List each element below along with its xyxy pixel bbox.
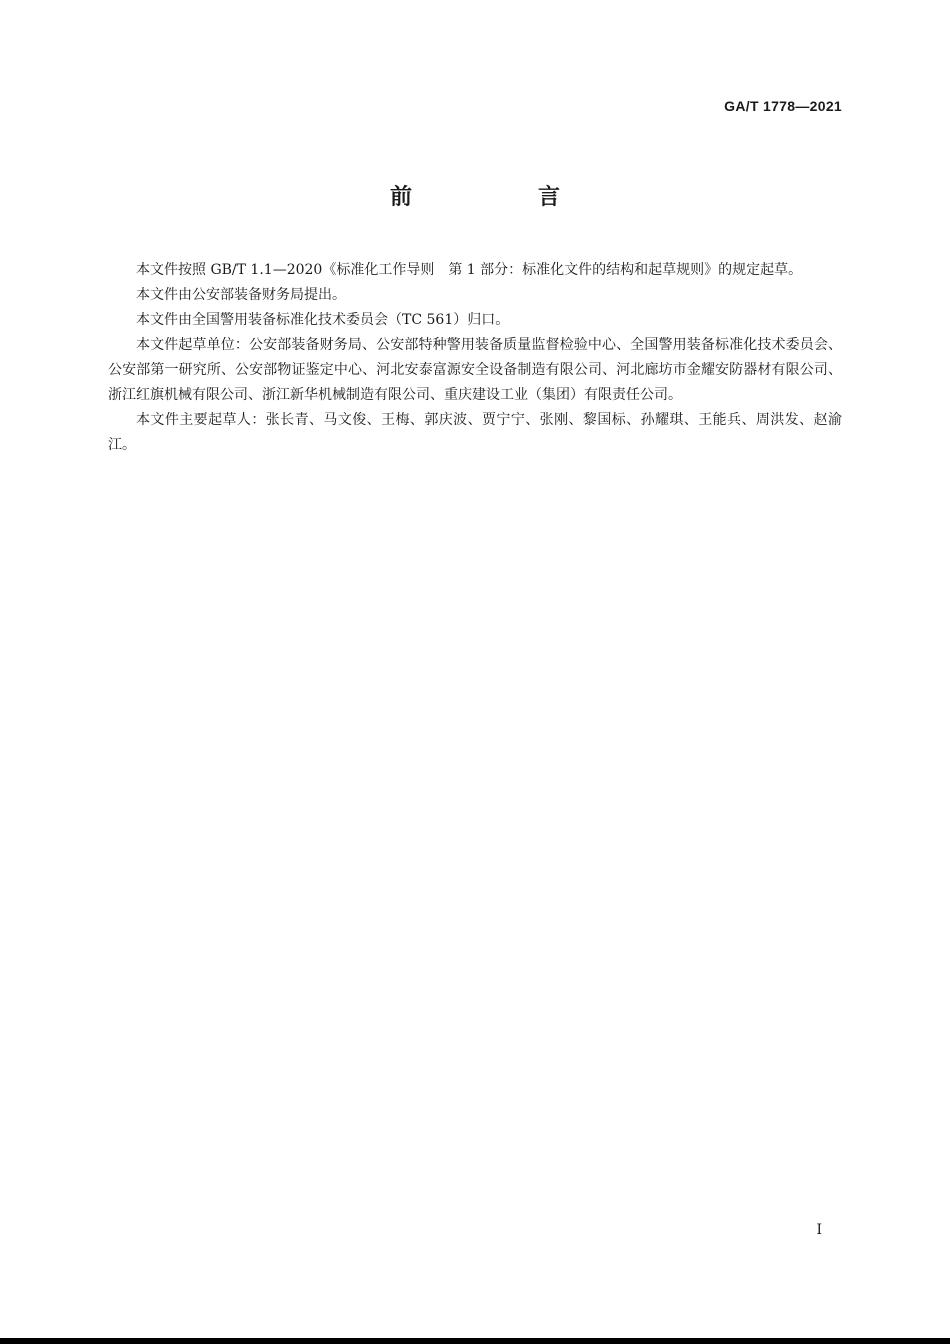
bottom-rule bbox=[0, 1338, 950, 1344]
paragraph-drafters: 本文件主要起草人：张长青、马文俊、王梅、郭庆波、贾宁宁、张刚、黎国标、孙耀琪、王能兵、周洪发、赵渝江。 bbox=[108, 412, 842, 453]
document-code: GA/T 1778—2021 bbox=[724, 98, 842, 114]
page-number: I bbox=[816, 1222, 822, 1238]
page-title: 前 言 bbox=[389, 185, 612, 210]
paragraph-proposer: 本文件由公安部装备财务局提出。 bbox=[136, 287, 346, 303]
paragraph-drafting-units: 本文件起草单位：公安部装备财务局、公安部特种警用装备质量监督检验中心、全国警用装备标准化技术委员会、公安部第一研究所、公安部物证鉴定中心、河北安泰富源安全设备制造有限公司、河北廊坊市金耀安防器材有限公司、浙江红旗机械有限公司、浙江新华机械制造有限公司、重庆建设工业（集团）有限责任公司。 bbox=[108, 337, 842, 403]
paragraph-drafting-rules: 本文件按照 GB/T 1.1—2020《标准化工作导则 第 1 部分：标准化文件的结构和起草规则》的规定起草。 bbox=[136, 262, 803, 278]
paragraph-committee: 本文件由全国警用装备标准化技术委员会（TC 561）归口。 bbox=[136, 312, 510, 328]
foreword-body bbox=[108, 258, 842, 458]
